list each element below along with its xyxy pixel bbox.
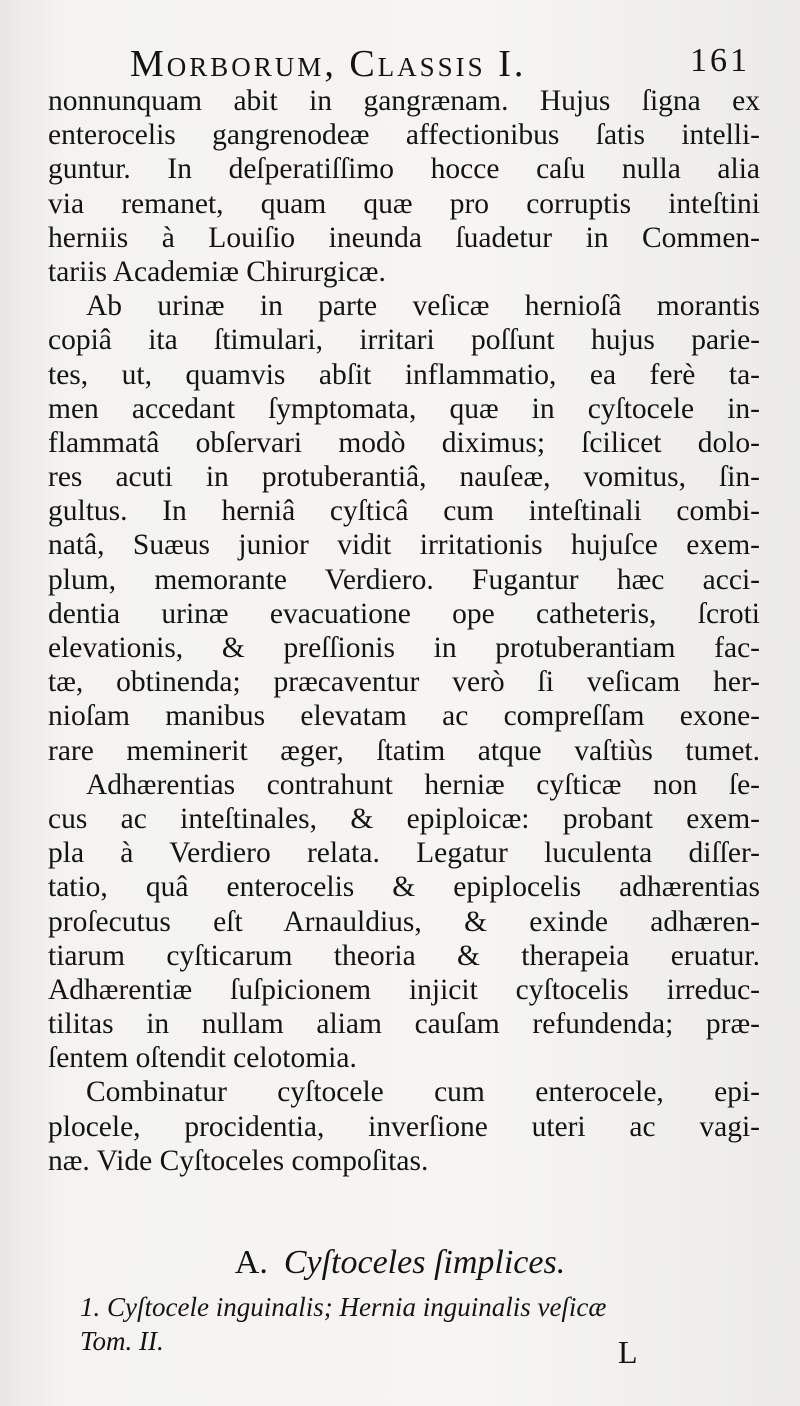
text-line: res acuti in protuberantiâ, nauſeæ, vomitus, ſin-: [48, 461, 760, 494]
text-line: næ. Vide Cyſtoceles compoſitas.: [48, 1144, 429, 1177]
text-line: via remanet, quam quæ pro corruptis inteſtini: [48, 187, 760, 220]
text-line: nioſam manibus elevatam ac compreſſam exone-: [48, 700, 760, 733]
text-line: plocele, procidentia, inverſione uteri ac vagi-: [48, 1110, 760, 1143]
text-line: plum, memorante Verdiero. Fugantur hæc acci-: [48, 563, 760, 596]
text-line: nonnunquam abit in gangrænam. Hujus ſigna ex: [48, 85, 760, 117]
paragraph: [48, 768, 760, 1076]
text-line: tiarum cyſticarum theoria & therapeia eruatur.: [48, 939, 760, 972]
signature-mark: L: [618, 1334, 638, 1370]
text-line: herniis à Louiſio ineunda ſuadetur in Commen-: [48, 221, 760, 254]
text-line: flammatâ obſervari modò diximus; ſcilicet dolo-: [48, 426, 760, 459]
footnote-line: 1. Cyſtocele inguinalis; Hernia inguinalis veſicæ: [80, 1292, 607, 1322]
text-line: rare meminerit æger, ſtatim atque vaſtiùs tumet.: [48, 734, 760, 767]
text-line: pla à Verdiero relata. Legatur luculenta diſſer-: [48, 837, 760, 870]
text-line: Combinatur cyſtocele cum enterocele, epi-: [86, 1076, 760, 1109]
paragraph: [48, 1075, 760, 1178]
text-line: ſentem oſtendit celotomia.: [48, 1042, 357, 1075]
text-line: tariis Academiæ Chirurgicæ.: [48, 255, 386, 288]
running-title: Morborum, Classis I.: [130, 43, 527, 85]
text-line: copiâ ita ſtimulari, irritari poſſunt hujus parie-: [48, 324, 760, 357]
text-line: Adhærentias contrahunt herniæ cyſticæ non ſe-: [86, 768, 760, 801]
text-line: guntur. In deſperatiſſimo hocce caſu nulla alia: [48, 153, 760, 186]
text-line: tilitas in nullam aliam cauſam refundenda; præ-: [48, 1008, 760, 1041]
text-line: men accedant ſymptomata, quæ in cyſtocele in-: [48, 392, 760, 425]
section-letter: A.: [234, 1244, 268, 1281]
page-body: [48, 84, 760, 1178]
paragraph: [48, 289, 760, 768]
page-number: 161: [690, 42, 750, 79]
text-line: tatio, quâ enterocelis & epiplocelis adhærentias: [48, 871, 760, 904]
text-line: tæ, obtinenda; præcaventur verò ſi veſicam her-: [48, 666, 760, 699]
text-line: Ab urinæ in parte veſicæ hernioſâ morantis: [86, 290, 760, 323]
text-line: natâ, Suæus junior vidit irritationis hujuſce exem-: [48, 529, 760, 562]
paragraph: [48, 84, 760, 289]
text-line: tes, ut, quamvis abſit inflammatio, ea ferè ta-: [48, 358, 760, 391]
text-line: cus ac inteſtinales, & epiploicæ: probant exem-: [48, 802, 760, 835]
text-line: dentia urinæ evacuatione ope catheteris, ſcroti: [48, 597, 760, 630]
section-title: Cyſtoceles ſimplices.: [283, 1244, 566, 1281]
footnote: [80, 1290, 760, 1358]
section-heading: [0, 1244, 800, 1282]
footnote-line: Tom. II.: [80, 1326, 164, 1356]
text-line: Adhærentiæ ſuſpicionem injicit cyſtocelis irreduc-: [48, 973, 760, 1006]
text-line: proſecutus eſt Arnauldius, & exinde adhæren-: [48, 905, 760, 938]
text-line: elevationis, & preſſionis in protuberantiam fac-: [48, 632, 760, 664]
text-line: gultus. In herniâ cyſticâ cum inteſtinali combi-: [48, 495, 760, 528]
text-line: enterocelis gangrenodeæ affectionibus ſatis intelli-: [48, 119, 760, 152]
